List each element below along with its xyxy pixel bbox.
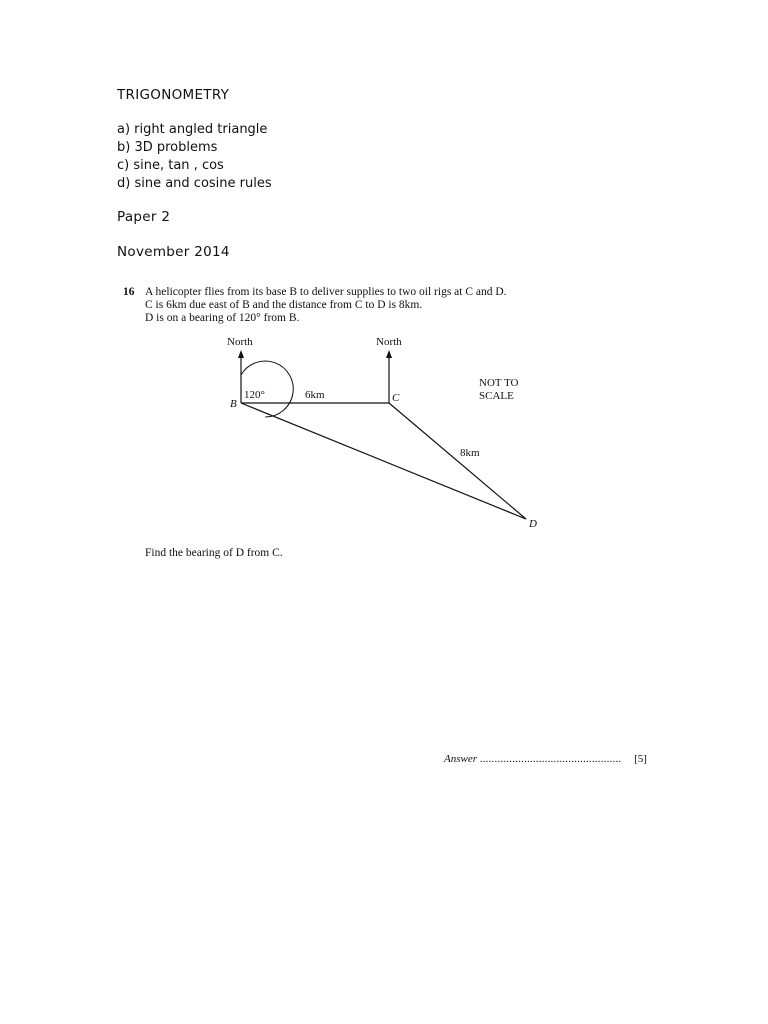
north-label-c: North: [376, 336, 402, 348]
question-prompt: Find the bearing of D from C.: [145, 547, 283, 559]
question-line: D is on a bearing of 120° from B.: [145, 312, 300, 324]
answer-blank[interactable]: ................................................: [479, 753, 622, 765]
session-label: November 2014: [117, 244, 230, 260]
question-line: A helicopter flies from its base B to deliver supplies to two oil rigs at C and D.: [145, 286, 507, 298]
marks-label: [5]: [634, 753, 647, 765]
scale-note-line1: NOT TO: [479, 377, 519, 389]
answer-label: Answer: [444, 753, 477, 765]
arrowhead-b: [238, 350, 244, 358]
page-title: TRIGONOMETRY: [117, 87, 230, 103]
arrowhead-c: [386, 350, 392, 358]
question-number: 16: [123, 286, 135, 298]
angle-label: 120°: [244, 389, 265, 401]
topic-item: b) 3D problems: [117, 140, 218, 155]
north-label-b: North: [227, 336, 253, 348]
answer-line: [444, 753, 647, 765]
topic-item: d) sine and cosine rules: [117, 176, 272, 191]
question-line: C is 6km due east of B and the distance from C to D is 8km.: [145, 299, 423, 311]
length-label-bc: 6km: [305, 389, 325, 401]
topic-item: c) sine, tan , cos: [117, 158, 224, 173]
length-label-cd: 8km: [460, 447, 480, 459]
point-label-c: C: [392, 392, 400, 404]
segment-bd: [241, 403, 526, 519]
paper-label: Paper 2: [117, 209, 171, 225]
point-label-b: B: [230, 398, 237, 410]
topic-item: a) right angled triangle: [117, 122, 268, 137]
scale-note-line2: SCALE: [479, 390, 514, 402]
point-label-d: D: [529, 518, 537, 530]
segment-cd: [389, 403, 526, 519]
